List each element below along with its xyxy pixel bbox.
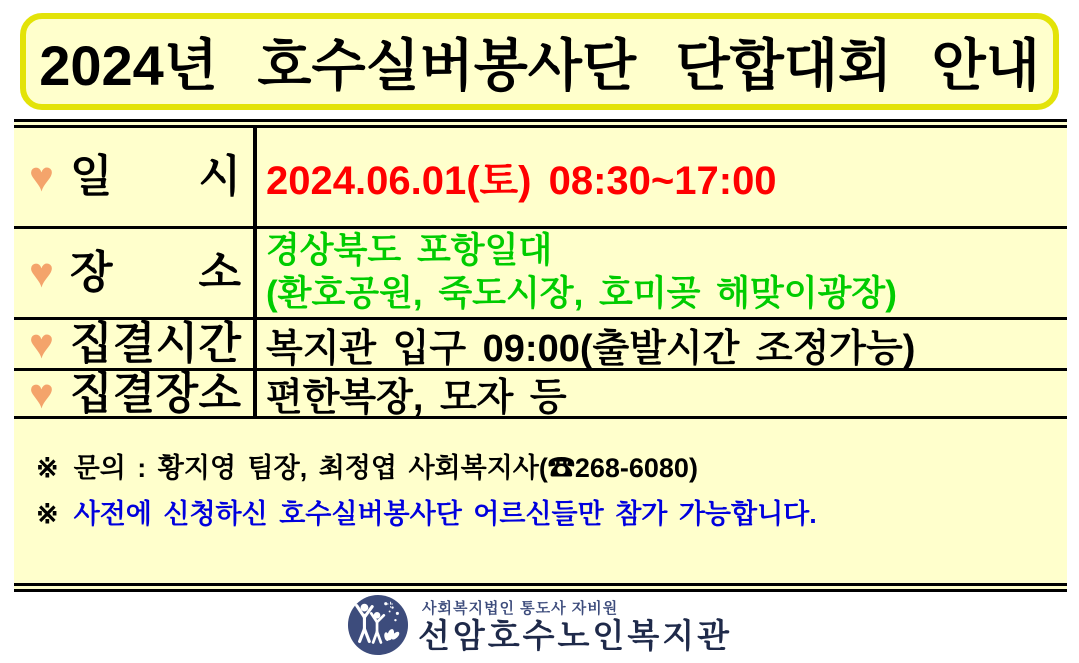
heart-icon: ♥ <box>29 369 54 417</box>
title-banner <box>20 13 1059 110</box>
row-label-cell <box>14 128 257 226</box>
table-row-gather-time <box>14 320 1067 371</box>
org-text-block <box>418 597 732 654</box>
notes-section <box>14 419 1067 583</box>
note-eligibility-text: 사전에 신청하신 호수실버봉사단 어르신들만 참가 가능합니다. <box>73 499 817 529</box>
location-value-line1: 경상북도 포항일대 <box>266 231 553 271</box>
datetime-value: 2024.06.01(토) 08:30~17:00 <box>266 158 777 203</box>
note-contact <box>36 446 1067 485</box>
row-label-cell <box>14 229 257 317</box>
row-value-cell <box>257 320 1067 368</box>
org-name: 선암호수노인복지관 <box>418 616 732 654</box>
gather-time-value: 복지관 입구 09:00(출발시간 조정가능) <box>266 327 916 370</box>
row-label-cell <box>14 368 257 418</box>
table-row-datetime <box>14 128 1067 229</box>
reference-mark: ※ <box>36 453 59 483</box>
heart-icon: ♥ <box>29 249 54 296</box>
reference-mark: ※ <box>36 499 59 529</box>
row-label: 집 결 장 소 <box>69 368 241 418</box>
heart-icon: ♥ <box>29 153 54 200</box>
org-logo-icon <box>347 594 409 656</box>
row-value-cell <box>257 371 1067 419</box>
table-row-gather-place <box>14 368 1067 419</box>
org-tagline: 사회복지법인 통도사 자비원 <box>422 599 619 617</box>
gather-place-value: 편한복장, 모자 등 <box>266 377 567 419</box>
row-value-cell <box>257 229 1067 317</box>
heart-icon: ♥ <box>29 320 54 367</box>
row-label: 일 시 <box>69 152 241 201</box>
row-label-cell <box>14 320 257 368</box>
row-label: 장 소 <box>69 248 241 297</box>
location-value-line2: (환호공원, 죽도시장, 호미곶 해맞이광장) <box>266 274 897 313</box>
page-title: 2024년 호수실버봉사단 단합대회 안내 <box>39 33 1040 97</box>
info-panel <box>14 119 1067 592</box>
note-eligibility <box>36 492 1067 531</box>
note-contact-text: 문의 : 황지영 팀장, 최정엽 사회복지사(☎268-6080) <box>73 453 698 483</box>
row-label: 집 결 시 간 <box>69 319 241 368</box>
footer-logo <box>0 594 1079 656</box>
row-value-cell <box>257 128 1067 226</box>
table-row-location <box>14 229 1067 320</box>
